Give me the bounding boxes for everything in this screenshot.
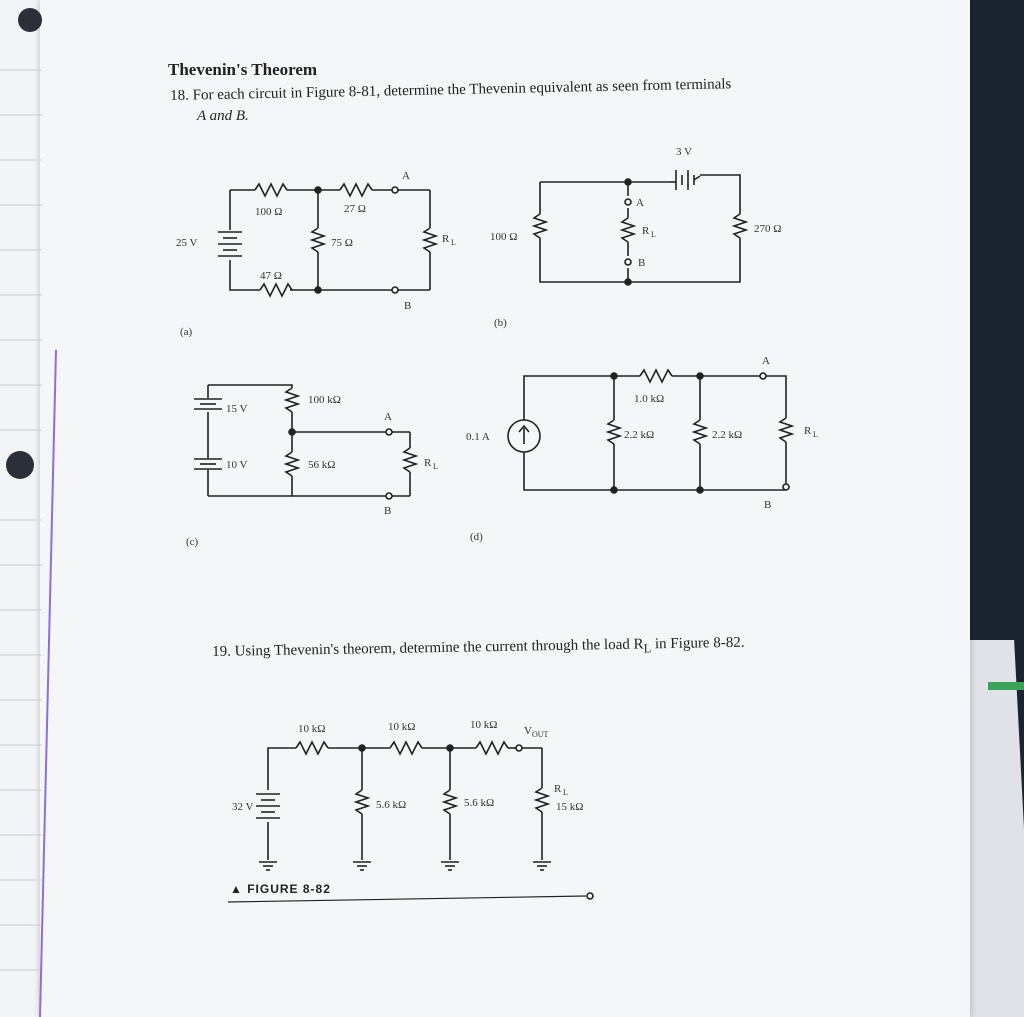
label-c-source1: 15 V	[226, 403, 248, 415]
label-b-r2: 270 Ω	[754, 223, 782, 235]
figure-caption: ▲ FIGURE 8-82	[230, 882, 331, 896]
label-d-load: R	[804, 425, 812, 437]
battery-c2	[194, 459, 222, 469]
label-882-source: 32 V	[232, 801, 254, 813]
question-19-sub: L	[643, 641, 652, 656]
binder-hole	[6, 451, 34, 479]
label-882-r2: 10 kΩ	[388, 721, 416, 733]
label-c-r2: 56 kΩ	[308, 459, 336, 471]
label-c-load-sub: L	[433, 462, 438, 471]
resistor-882-r3	[476, 742, 508, 754]
resistor-882-r4	[356, 790, 368, 814]
question-19-text: Using Thevenin's theorem, determine the current through the load R	[234, 636, 644, 660]
label-882-r4: 5.6 kΩ	[376, 799, 407, 811]
resistor-a-47	[260, 284, 292, 296]
label-c-tag: (c)	[186, 536, 199, 548]
question-19-tail: in Figure 8-82.	[654, 634, 745, 653]
label-882-load: R	[554, 783, 562, 795]
figure-caption-text: FIGURE 8-82	[247, 882, 331, 896]
label-b-term-b: B	[638, 257, 646, 269]
label-a-r4: 47 Ω	[260, 270, 282, 282]
label-d-r1: 1.0 kΩ	[634, 393, 665, 405]
battery-a	[218, 232, 242, 256]
label-b-tag: (b)	[494, 317, 507, 329]
resistor-882-r1	[296, 742, 328, 754]
ground-symbols	[259, 862, 551, 870]
label-d-term-b: B	[764, 499, 772, 511]
label-882-load-value: 15 kΩ	[556, 801, 584, 813]
question-19-number: 19.	[212, 643, 232, 660]
figure-rule	[228, 896, 586, 902]
label-a-term-a: A	[402, 170, 410, 182]
question-18-text: For each circuit in Figure 8-81, determine the Thevenin equivalent as seen from terminals	[192, 76, 732, 104]
circuit-fig-8-82	[228, 742, 593, 902]
label-d-tag: (d)	[470, 531, 483, 543]
label-a-load-sub: L	[451, 238, 456, 247]
circuit-a	[218, 184, 436, 296]
label-882-vout: V	[524, 725, 532, 737]
label-a-r1: 100 Ω	[255, 206, 283, 218]
label-a-tag: (a)	[180, 326, 193, 338]
question-18-number: 18.	[170, 87, 190, 104]
resistor-882-r5	[444, 790, 456, 814]
label-882-load-sub: L	[563, 788, 568, 797]
label-d-source: 0.1 A	[466, 431, 490, 443]
label-c-r1: 100 kΩ	[308, 394, 341, 406]
resistor-a-27	[340, 184, 372, 196]
label-d-term-a: A	[762, 355, 770, 367]
label-b-r1: 100 Ω	[490, 231, 518, 243]
label-b-term-a: A	[636, 197, 644, 209]
resistor-d-22a	[608, 420, 620, 444]
load-d	[780, 418, 792, 442]
label-882-r1: 10 kΩ	[298, 723, 326, 735]
label-882-r3: 10 kΩ	[470, 719, 498, 731]
resistor-882-r2	[390, 742, 422, 754]
battery-c1	[194, 399, 222, 409]
label-a-load: R	[442, 233, 450, 245]
label-a-source: 25 V	[176, 237, 198, 249]
binder-hole-top	[18, 8, 42, 32]
resistor-c-100k	[286, 388, 298, 412]
label-882-r5: 5.6 kΩ	[464, 797, 495, 809]
resistor-a-75	[312, 228, 324, 252]
label-d-r3: 2.2 kΩ	[712, 429, 743, 441]
battery-882	[256, 794, 280, 818]
label-c-term-a: A	[384, 411, 392, 423]
label-b-load: R	[642, 225, 650, 237]
resistor-b-100	[534, 214, 546, 238]
notebook-ruling	[0, 70, 42, 970]
load-882	[536, 788, 548, 812]
margin-line	[40, 350, 56, 1017]
label-d-r2: 2.2 kΩ	[624, 429, 655, 441]
resistor-c-56k	[286, 452, 298, 476]
resistor-d-22b	[694, 420, 706, 444]
load-a	[424, 228, 436, 252]
battery-b	[676, 170, 694, 190]
label-882-vout-sub: OUT	[532, 730, 549, 739]
resistor-a-100	[255, 184, 287, 196]
label-a-r3: 75 Ω	[331, 237, 353, 249]
label-c-load: R	[424, 457, 432, 469]
load-c	[404, 448, 416, 472]
label-c-term-b: B	[384, 505, 392, 517]
label-b-load-sub: L	[651, 230, 656, 239]
label-d-load-sub: L	[813, 430, 818, 439]
label-a-term-b: B	[404, 300, 412, 312]
label-b-source: 3 V	[676, 146, 692, 158]
green-stripe	[988, 682, 1024, 690]
resistor-b-270	[734, 214, 746, 238]
load-b	[622, 218, 634, 242]
label-c-source2: 10 V	[226, 459, 248, 471]
question-18-line2: A and B.	[197, 108, 249, 124]
label-a-r2: 27 Ω	[344, 203, 366, 215]
section-title: Thevenin's Theorem	[168, 60, 318, 79]
resistor-d-1k	[640, 370, 672, 382]
